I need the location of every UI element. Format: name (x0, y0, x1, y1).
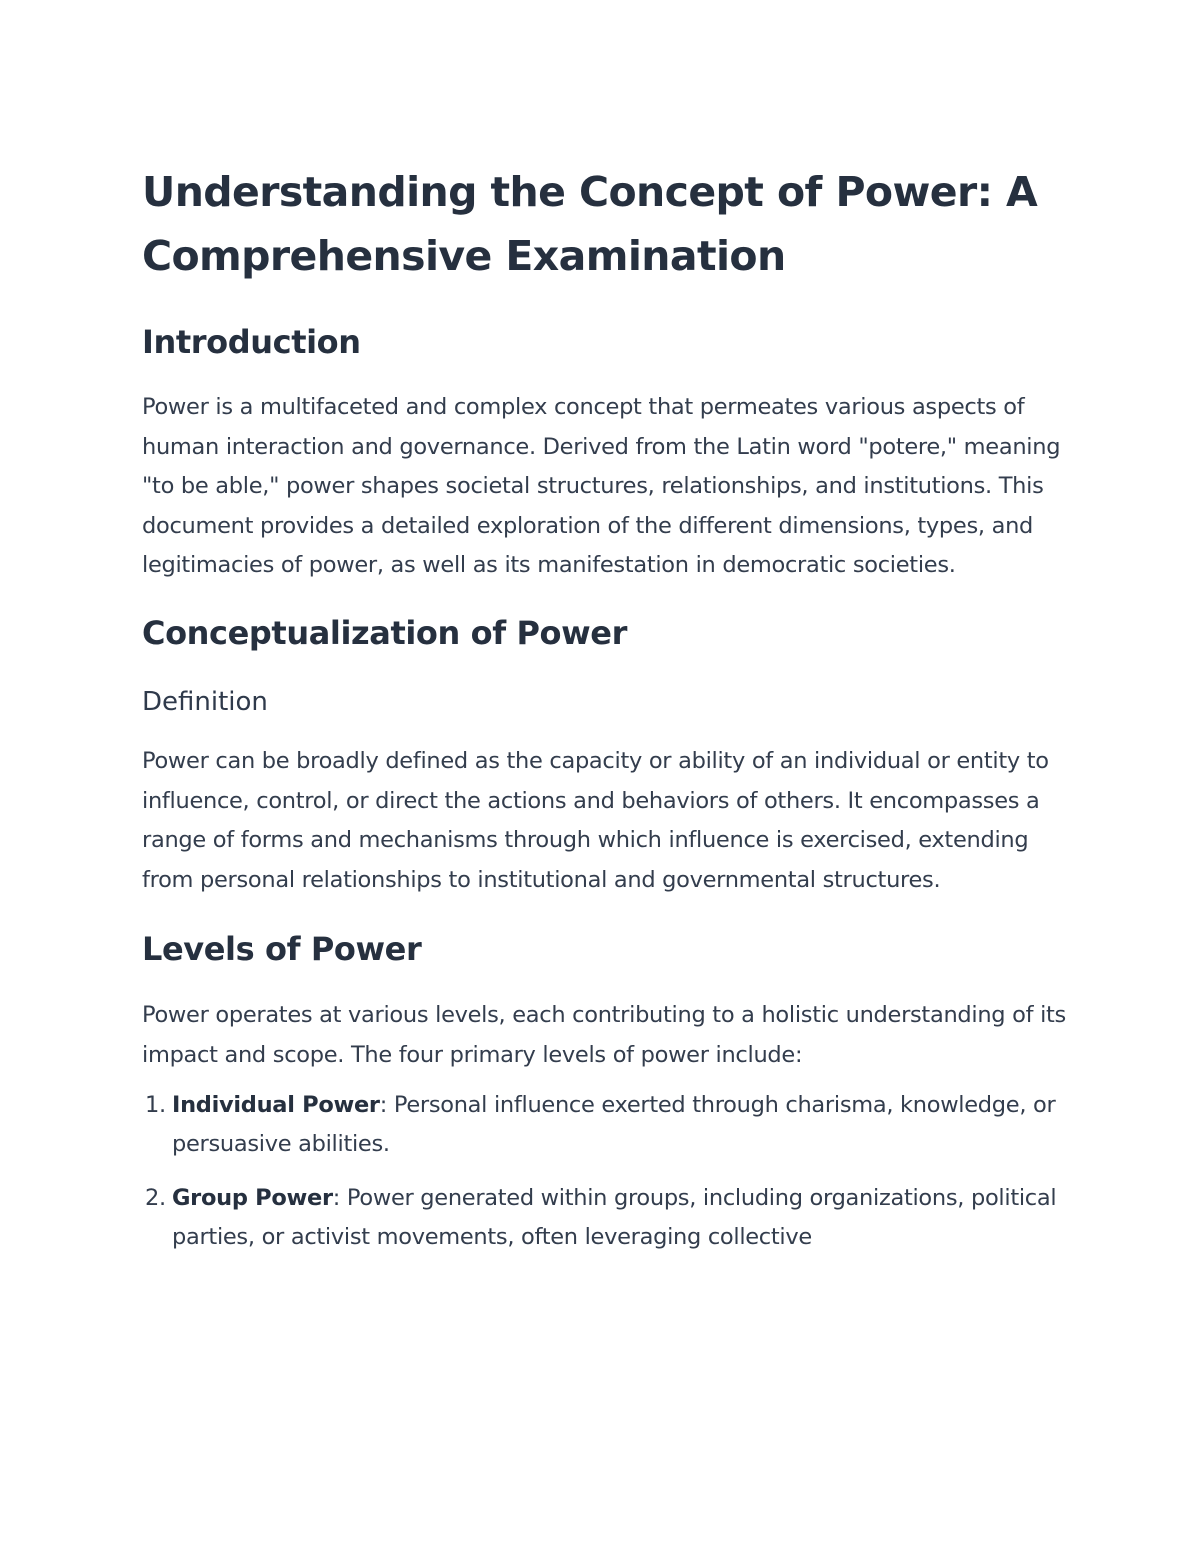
document-page (142, 160, 1067, 1272)
document-title: Understanding the Concept of Power: A Comprehensive Examination (142, 168, 1038, 280)
list-item-text: : Power generated within groups, including organizations, political parties, or activist movements, often leveraging collective (172, 1184, 1057, 1251)
list-item-term: Individual Power (172, 1091, 380, 1118)
list-item-number: 2. (145, 1184, 166, 1211)
definition-subheading: Definition (142, 686, 268, 717)
list-item-term: Group Power (172, 1184, 333, 1211)
list-item (142, 1086, 1067, 1165)
levels-paragraph: Power operates at various levels, each contributing to a holistic understanding of its impact and scope. The four primary levels of power include: (142, 1002, 1066, 1068)
levels-list (142, 1086, 1067, 1258)
introduction-paragraph: Power is a multifaceted and complex concept that permeates various aspects of human interaction and governance. Derived from the Latin word "potere," meaning "to be able," power shapes societal structures, relationships, and institutions. This document provides a detailed exploration of the different dimensions, types, and legitimacies of power, as well as its manifestation in democratic societies. (142, 394, 1061, 579)
levels-heading: Levels of Power (142, 930, 422, 969)
list-item-text: : Personal influence exerted through charisma, knowledge, or persuasive abilities. (172, 1091, 1056, 1158)
introduction-heading: Introduction (142, 323, 361, 361)
list-item-number: 1. (145, 1091, 166, 1118)
definition-paragraph: Power can be broadly defined as the capacity or ability of an individual or entity to influence, control, or direct the actions and behaviors of others. It encompasses a range of forms and mechanisms through which influence is exercised, extending from personal relationships to institutional and governmental structures. (142, 747, 1049, 893)
conceptualization-heading: Conceptualization of Power (142, 613, 627, 652)
list-item (142, 1179, 1067, 1258)
